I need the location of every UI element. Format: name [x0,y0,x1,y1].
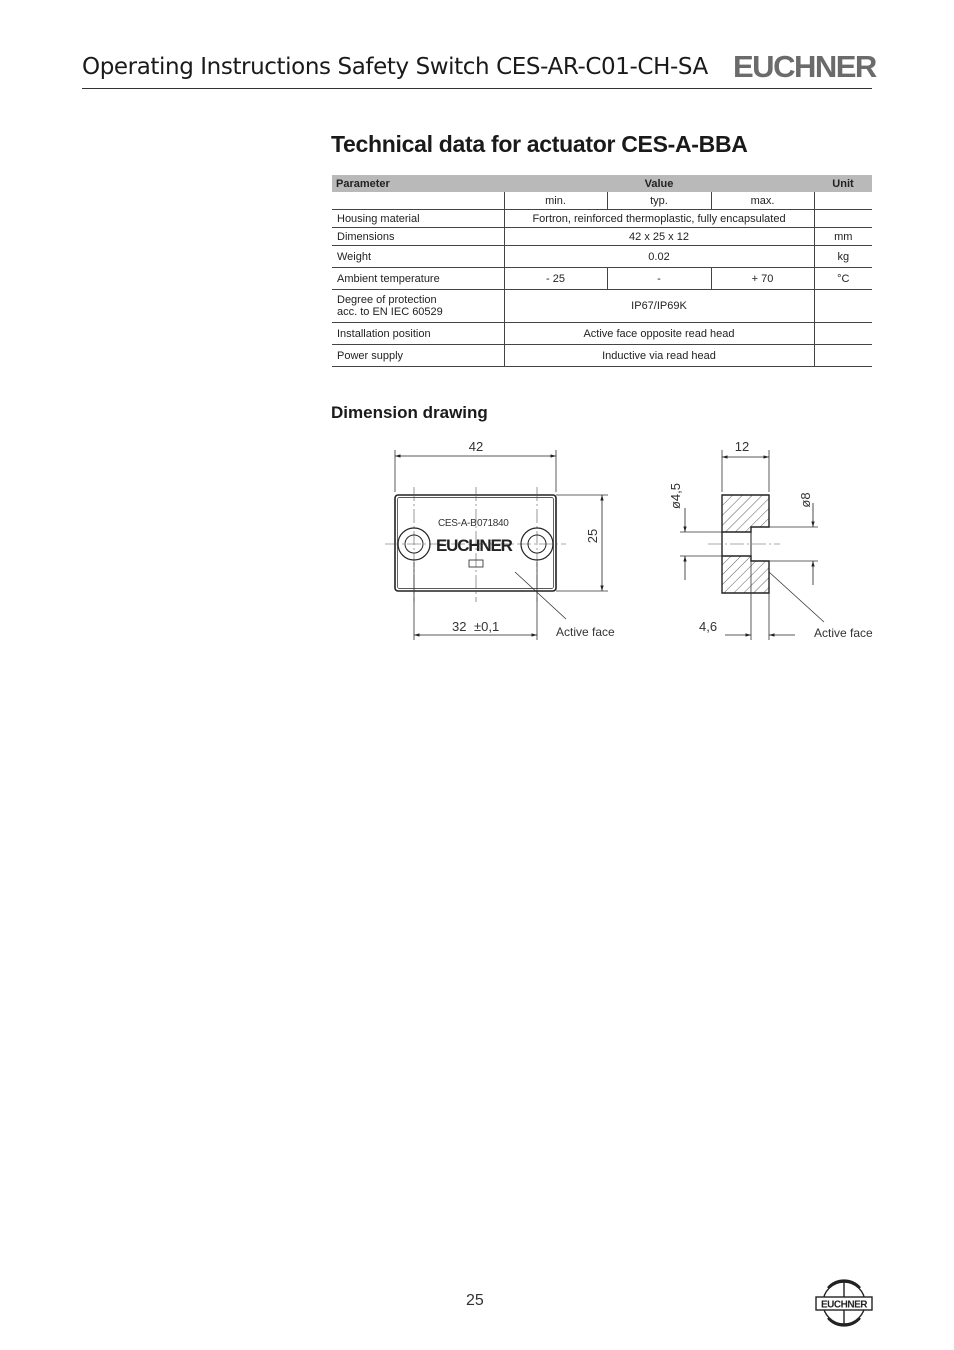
row-max: + 70 [711,268,814,290]
table-row [332,290,872,323]
header-value: Value [504,175,814,192]
row-parameter: Weight [332,246,504,268]
hole-diameter-dimension: ø4,5 [668,482,683,510]
row-typ: - [607,268,711,290]
subheader-min: min. [504,192,607,210]
section-upper [722,495,769,532]
row-unit [814,210,872,228]
table-row [332,228,872,246]
row-value: Inductive via read head [504,345,814,367]
section-lower [722,556,769,593]
document-title: Operating Instructions Safety Switch CES-AR-C01-CH-SA [82,54,708,80]
row-unit: mm [814,228,872,246]
row-parameter: Dimensions [332,228,504,246]
height-dimension: 25 [585,528,600,544]
width-dimension: 42 [468,439,484,454]
table-row [332,345,872,367]
row-unit [814,323,872,345]
active-face-leader-side [769,572,824,622]
hole-spacing-tolerance: ±0,1 [474,619,500,634]
table-row [332,246,872,268]
header-rule [82,88,872,89]
technical-data-table [332,175,872,367]
table-subheader-row [332,192,872,210]
row-value: 42 x 25 x 12 [504,228,814,246]
counterbore-diameter-dimension: ø8 [798,492,813,508]
seal-text: EUCHNER [821,1299,867,1311]
subheader-blank [332,192,504,210]
drawing-logo: EUCHNER [436,536,512,555]
euchner-seal [814,1278,874,1328]
row-parameter: Ambient temperature [332,268,504,290]
row-unit: °C [814,268,872,290]
header-unit: Unit [814,175,872,192]
table-row [332,268,872,290]
row-parameter-line1: Degree of protection [337,294,437,306]
subheader-max: max. [711,192,814,210]
header-parameter: Parameter [332,175,504,192]
table-row [332,210,872,228]
front-view [385,439,615,640]
model-label: CES-A-B [438,518,477,529]
hole-spacing-dimension: 32 [452,619,467,634]
table-row [332,323,872,345]
table-header-row [332,175,872,192]
row-min: - 25 [504,268,607,290]
section-title: Technical data for actuator CES-A-BBA [331,131,748,157]
active-face-label-side: Active face [814,626,873,640]
row-parameter: Installation position [332,323,504,345]
subheader-unit-blank [814,192,872,210]
page-number: 25 [466,1292,484,1309]
row-unit [814,345,872,367]
counterbore-depth-dimension: 4,6 [699,619,718,634]
dimension-drawing-title: Dimension drawing [331,403,488,422]
model-number: 071840 [477,518,509,529]
thickness-dimension: 12 [734,439,750,454]
row-parameter [332,290,504,323]
row-value: Fortron, reinforced thermoplastic, fully encapsulated [504,210,814,228]
row-parameter-line2: acc. to EN IEC 60529 [337,306,443,318]
row-parameter: Power supply [332,345,504,367]
row-unit [814,290,872,323]
euchner-logo: EUCHNER [733,49,876,84]
row-unit: kg [814,246,872,268]
subheader-typ: typ. [607,192,711,210]
row-value: Active face opposite read head [504,323,814,345]
row-parameter: Housing material [332,210,504,228]
row-value: IP67/IP69K [504,290,814,323]
active-face-label-front: Active face [556,625,615,639]
row-value: 0.02 [504,246,814,268]
side-view [668,439,873,640]
dimension-drawing [340,432,880,646]
